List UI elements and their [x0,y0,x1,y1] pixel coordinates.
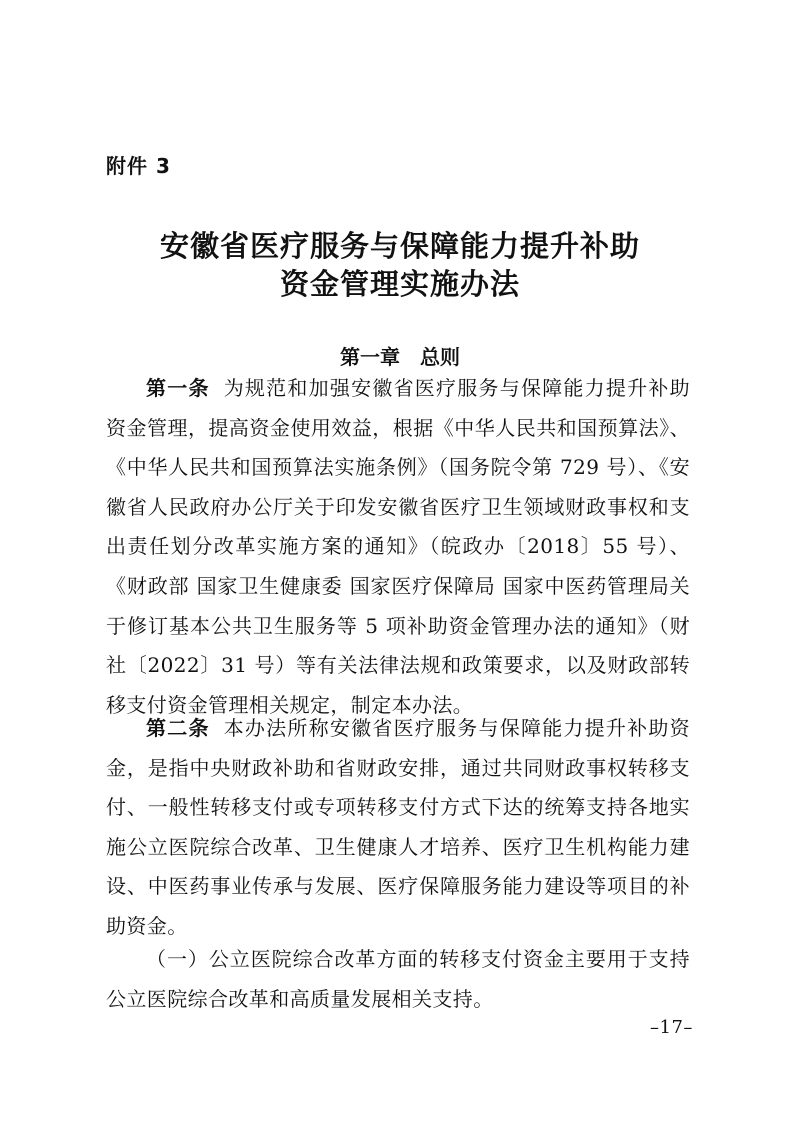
list-item-paragraph [106,940,690,1020]
article-paragraph-1 [106,369,690,717]
list-item-text: （一）公立医院综合改革方面的转移支付资金主要用于支持公立医院综合改革和高质量发展相关支持。 [106,947,690,1011]
document-title-line-1: 安徽省医疗服务与保障能力提升补助 [159,229,640,263]
article-text: 为规范和加强安徽省医疗服务与保障能力提升补助资金管理，提高资金使用效益，根据《中华人民共和国预算法》、《中华人民共和国预算法实施条例》（国务院令第 729 号）、《安徽省人民政府办公厅关于印发安徽省医疗卫生领域财政事权和支出责任划分改革实施方案的通知》（皖政办〔2018〕55 号）、《财政部 国家卫生健康委 国家医疗保障局 国家中医药管理局关于修订基本公共卫生服务等 5 项补助资金管理办法的通知》（财社〔2022〕31 号）等有关法律法规和政策要求，以及财政部转移支付资金管理相关规定，制定本办法。 [106,376,690,717]
attachment-label: 附件 3 [106,154,171,178]
article-number: 第一条 [146,376,210,400]
chapter-heading: 第一章 总则 [340,345,460,369]
article-paragraph-2 [106,709,690,949]
document-title-line-2: 资金管理实施办法 [279,267,520,301]
page-number: –17– [650,1017,693,1038]
article-number: 第二条 [146,716,210,740]
article-text: 本办法所称安徽省医疗服务与保障能力提升补助资金，是指中央财政补助和省财政安排，通过共同财政事权转移支付、一般性转移支付或专项转移支付方式下达的统筹支持各地实施公立医院综合改革、卫生健康人才培养、医疗卫生机构能力建设、中医药事业传承与发展、医疗保障服务能力建设等项目的补助资金。 [106,716,690,938]
